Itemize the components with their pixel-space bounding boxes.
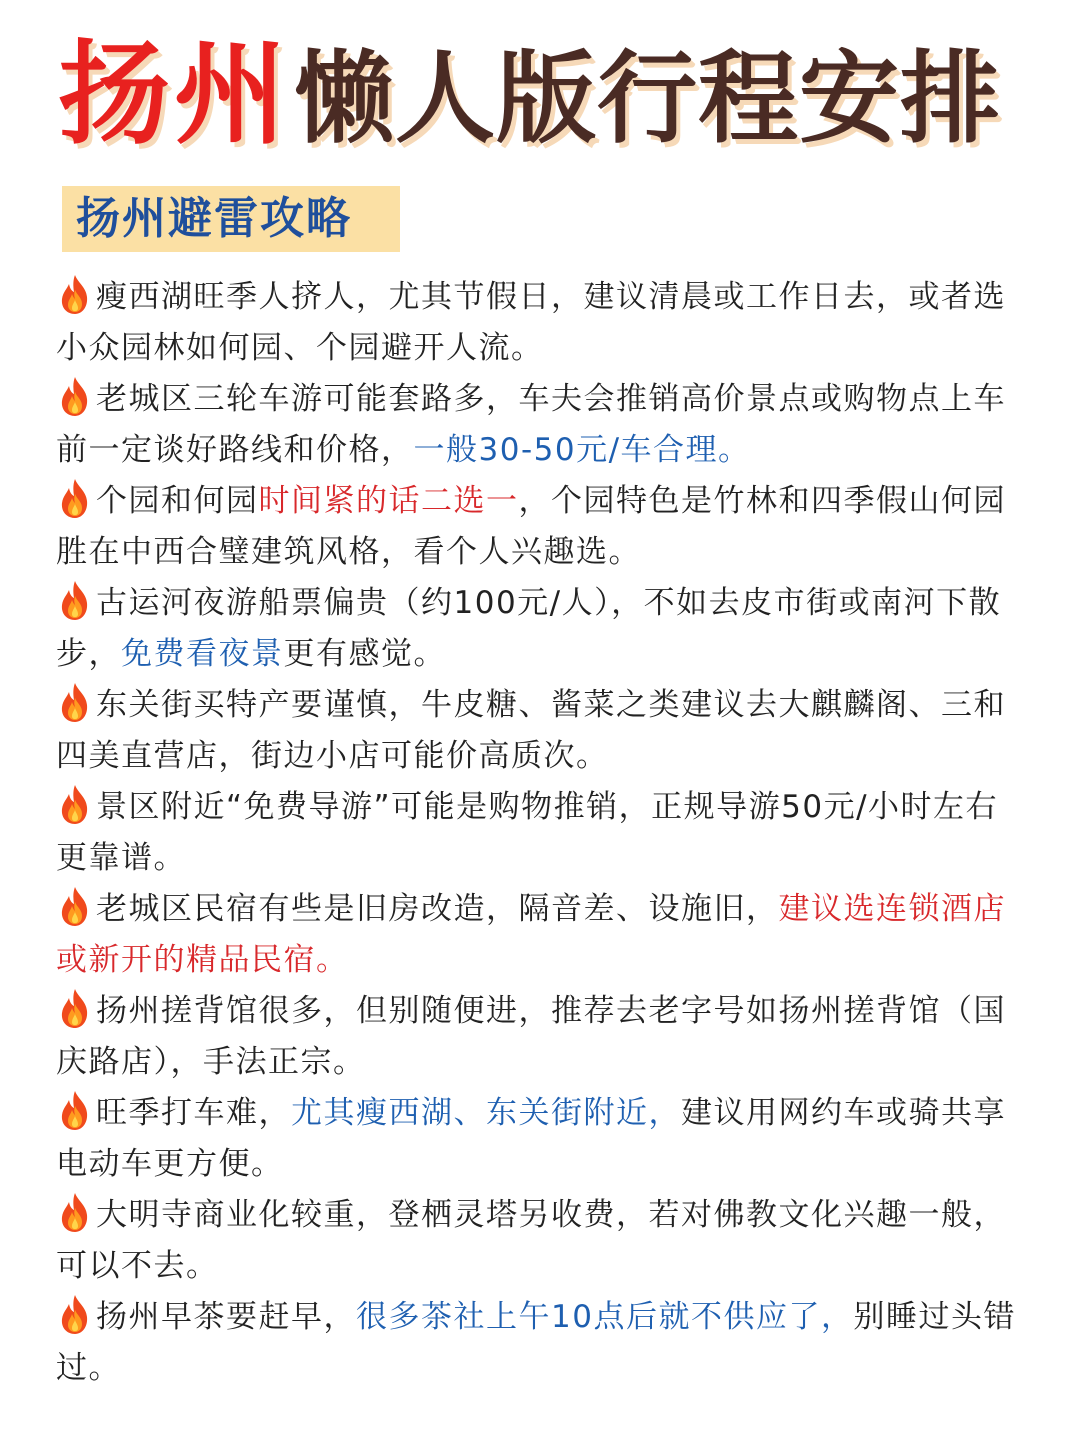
tip-text: 建议用网约车或骑共享电动车更方便。 (56, 1095, 1006, 1182)
tip-text: 时间紧的话二选一 (258, 483, 519, 519)
tip-item (56, 986, 1024, 1088)
tip-text: 大明寺商业化较重，登栖灵塔另收费，若对佛教文化兴趣一般，可以不去。 (56, 1197, 1006, 1284)
fire-icon (56, 477, 94, 519)
page-title (58, 30, 1058, 160)
title-highlight: 扬州 (58, 30, 290, 160)
tip-text: 更有感觉。 (283, 636, 446, 672)
tip-item (56, 1292, 1024, 1394)
fire-icon (56, 273, 94, 315)
tip-text: 旺季打车难， (96, 1095, 291, 1131)
tip-text: 老城区民宿有些是旧房改造，隔音差、设施旧， (96, 891, 779, 927)
tip-item (56, 374, 1024, 476)
tip-text: 免费看夜景 (121, 636, 284, 672)
title-rest: 懒人版行程安排 (294, 40, 1001, 157)
fire-icon (56, 1293, 94, 1335)
fire-icon (56, 987, 94, 1029)
tip-item (56, 476, 1024, 578)
tip-text: 很多茶社上午10点后就不供应了， (356, 1299, 854, 1335)
tip-item (56, 680, 1024, 782)
tips-list (56, 272, 1024, 1394)
tip-text: 别睡过头错过。 (56, 1299, 1016, 1386)
tip-text: 东关街买特产要谨慎，牛皮糖、酱菜之类建议去大麒麟阁、三和四美直营店，街边小店可能价高质次。 (56, 687, 1006, 774)
tip-item (56, 272, 1024, 374)
tip-text: 建议选连锁酒店或新开的精品民宿。 (56, 891, 1006, 978)
tip-item (56, 1088, 1024, 1190)
tip-text: 瘦西湖旺季人挤人，尤其节假日，建议清晨或工作日去，或者选小众园林如何园、个园避开人流。 (56, 279, 1006, 366)
section-subtitle: 扬州避雷攻略 (76, 193, 352, 244)
tip-text: 景区附近“免费导游”可能是购物推销，正规导游50元/小时左右更靠谱。 (56, 789, 999, 876)
tip-text: 扬州早茶要赶早， (96, 1299, 356, 1335)
fire-icon (56, 1089, 94, 1131)
fire-icon (56, 681, 94, 723)
tip-text: 尤其瘦西湖、东关街附近， (291, 1095, 681, 1131)
tip-text: 一般30-50元/车合理。 (413, 432, 751, 468)
tip-text: 古运河夜游船票偏贵（约100元/人），不如去皮市街或南河下散步， (56, 585, 1002, 672)
tip-text: 扬州搓背馆很多，但别随便进，推荐去老字号如扬州搓背馆（国庆路店），手法正宗。 (56, 993, 1006, 1080)
tip-item (56, 578, 1024, 680)
tip-text: 个园和何园 (96, 483, 259, 519)
tip-text: ，个园特色是竹林和四季假山何园胜在中西合璧建筑风格，看个人兴趣选。 (56, 483, 1006, 570)
fire-icon (56, 1191, 94, 1233)
fire-icon (56, 783, 94, 825)
tip-item (56, 1190, 1024, 1292)
tip-item (56, 884, 1024, 986)
tip-text: 老城区三轮车游可能套路多，车夫会推销高价景点或购物点上车前一定谈好路线和价格， (56, 381, 1006, 468)
fire-icon (56, 579, 94, 621)
fire-icon (56, 375, 94, 417)
tip-item (56, 782, 1024, 884)
fire-icon (56, 885, 94, 927)
